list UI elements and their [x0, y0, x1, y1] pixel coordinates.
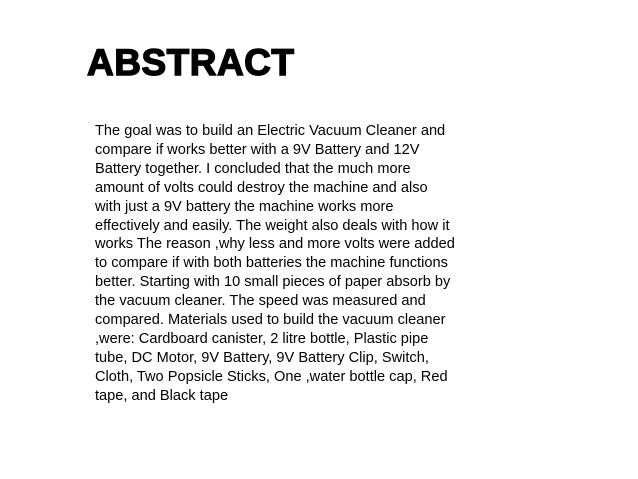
body-line: ,were: Cardboard canister, 2 litre bottle, Plastic pipe: [95, 330, 429, 347]
body-line: Battery together. I concluded that the much more: [95, 160, 411, 177]
body-line: amount of volts could destroy the machine and also: [95, 179, 428, 196]
body-line: to compare if with both batteries the machine functions: [95, 255, 448, 272]
body-line: compare if works better with a 9V Battery and 12V: [95, 141, 420, 158]
body-line: with just a 9V battery the machine works more: [95, 198, 394, 215]
body-line: better. Starting with 10 small pieces of paper absorb by: [95, 274, 451, 291]
slide-title: ABSTRACT: [87, 42, 295, 83]
body-line: compared. Materials used to build the vacuum cleaner: [95, 312, 446, 329]
body-line: works The reason ,why less and more volts were added: [95, 236, 455, 253]
abstract-body-text: [95, 122, 500, 406]
body-line: effectively and easily. The weight also deals with how it: [95, 217, 450, 234]
body-line: the vacuum cleaner. The speed was measured and: [95, 293, 426, 310]
body-line: The goal was to build an Electric Vacuum Cleaner and: [95, 123, 446, 139]
body-line: tube, DC Motor, 9V Battery, 9V Battery Clip, Switch,: [95, 349, 429, 366]
body-line: Cloth, Two Popsicle Sticks, One ,water bottle cap, Red: [95, 368, 448, 385]
body-line: tape, and Black tape: [95, 387, 229, 404]
